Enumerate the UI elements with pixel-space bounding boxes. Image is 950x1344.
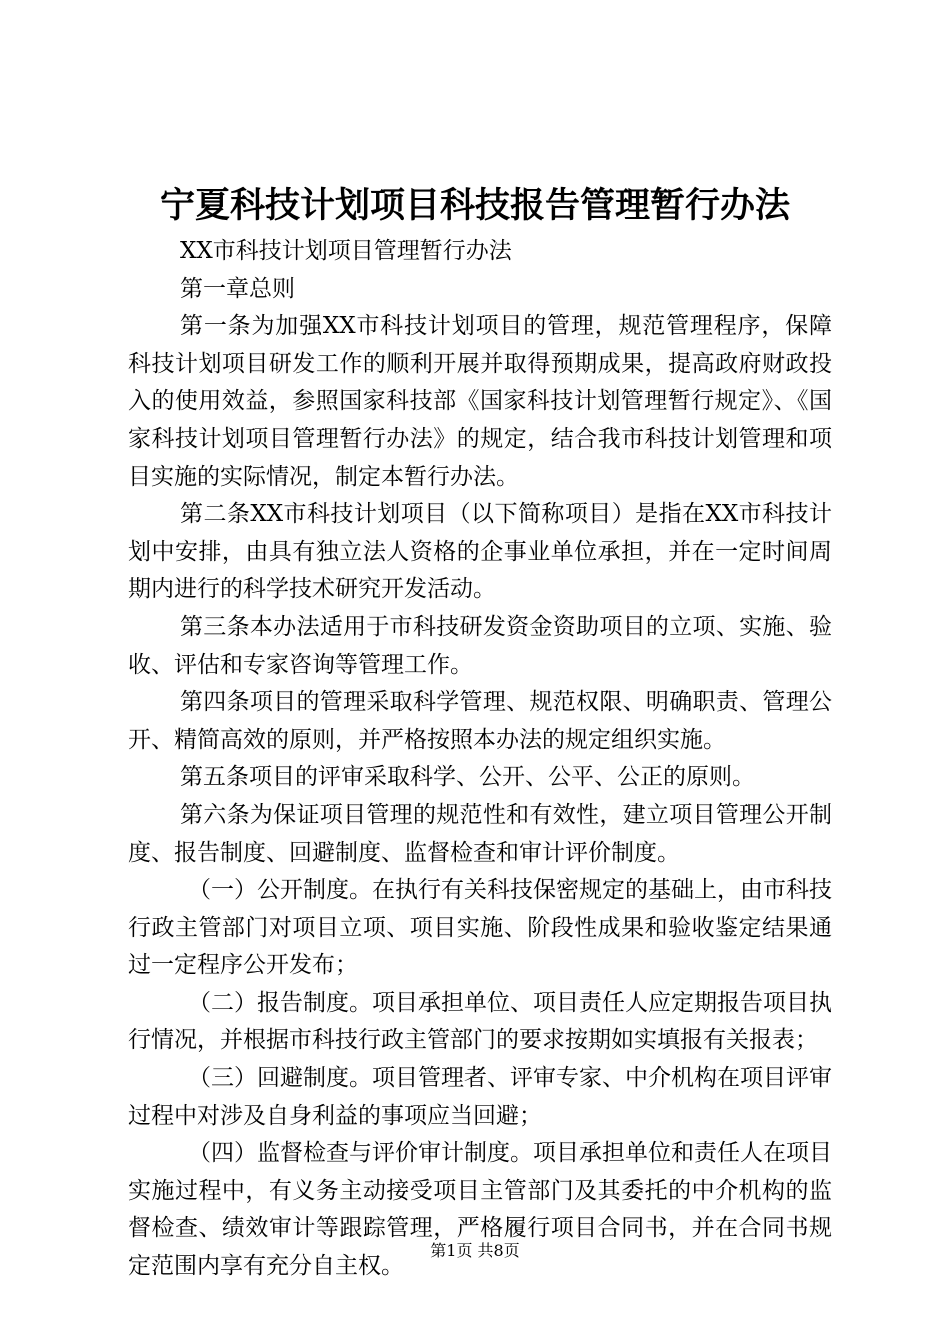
paragraph-article-3: 第三条本办法适用于市科技研发资金资助项目的立项、实施、验收、评估和专家咨询等管理工作。 <box>128 613 832 678</box>
paragraph-article-5: 第五条项目的评审采取科学、公开、公平、公正的原则。 <box>180 764 755 791</box>
paragraph-article-1: 第一条为加强XX市科技计划项目的管理，规范管理程序，保障科技计划项目研发工作的顺利开展并取得预期成果，提高政府财政投入的使用效益，参照国家科技部《国家科技计划管理暂行规定》、《国家科技计划项目管理暂行办法》的规定，结合我市科技计划管理和项目实施的实际情况，制定本暂行办法。 <box>128 313 832 490</box>
paragraph-item-3: （三）回避制度。项目管理者、评审专家、中介机构在项目评审过程中对涉及自身利益的事项应当回避； <box>128 1065 832 1129</box>
paragraph-item-1: （一）公开制度。在执行有关科技保密规定的基础上，由市科技行政主管部门对项目立项、项目实施、阶段性成果和验收鉴定结果通过一定程序公开发布； <box>128 877 832 979</box>
paragraph-chapter-heading: 第一章总则 <box>180 275 295 302</box>
paragraph-article-6: 第六条为保证项目管理的规范性和有效性，建立项目管理公开制度、报告制度、回避制度、监督检查和审计评价制度。 <box>128 801 832 866</box>
document-title: 宁夏科技计划项目科技报告管理暂行办法 <box>159 185 790 226</box>
page-number-footer: 第1页 共8页 <box>430 1241 520 1260</box>
paragraph-article-4: 第四条项目的管理采取科学管理、规范权限、明确职责、管理公开、精简高效的原则，并严格按照本办法的规定组织实施。 <box>128 689 832 753</box>
paragraph-article-2: 第二条XX市科技计划项目（以下简称项目）是指在XX市科技计划中安排，由具有独立法人资格的企事业单位承担，并在一定时间周期内进行的科学技术研究开发活动。 <box>128 501 832 603</box>
document-body <box>128 233 832 1286</box>
paragraph-item-4: （四）监督检查与评价审计制度。项目承担单位和责任人在项目实施过程中，有义务主动接受项目主管部门及其委托的中介机构的监督检查、绩效审计等跟踪管理，严格履行项目合同书，并在合同书规定范围内享有充分自主权。 <box>128 1140 832 1280</box>
paragraph-item-2: （二）报告制度。项目承担单位、项目责任人应定期报告项目执行情况，并根据市科技行政主管部门的要求按期如实填报有关报表； <box>128 989 832 1054</box>
paragraph-subtitle: XX市科技计划项目管理暂行办法 <box>180 238 512 264</box>
